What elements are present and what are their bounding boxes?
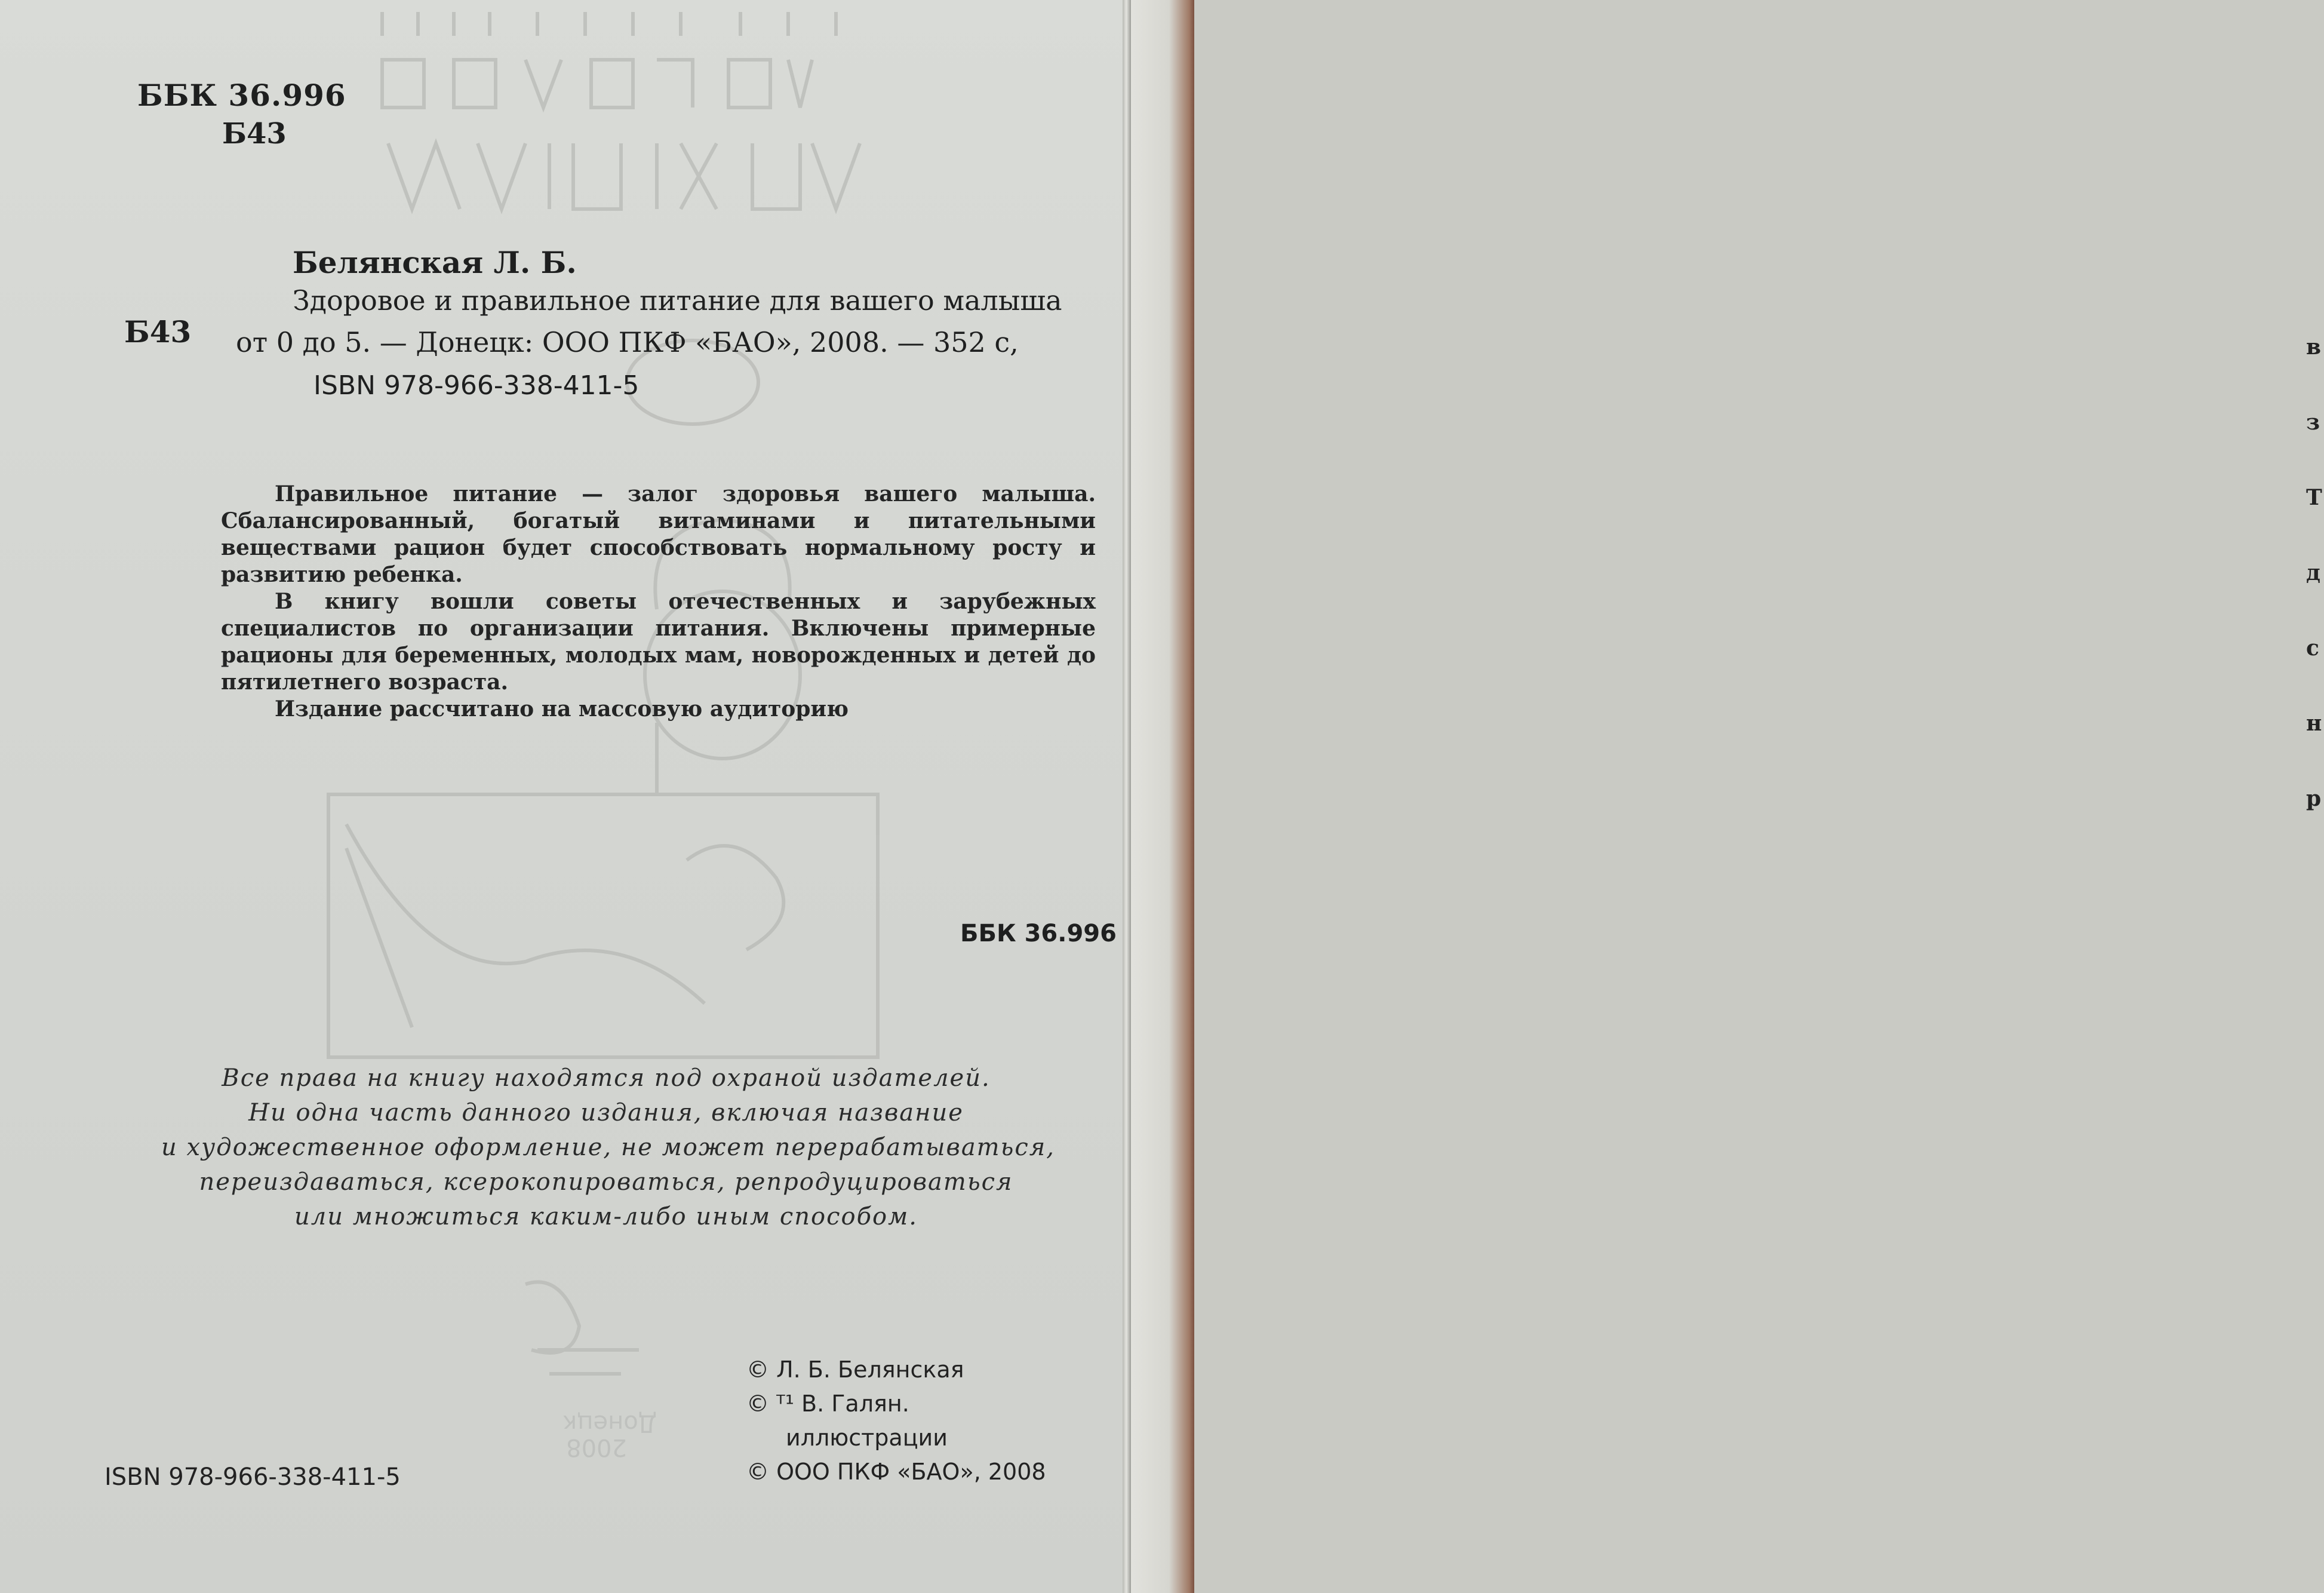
annotation-paragraph: Правильное питание — залог здоровья вашего малыша. Сбалансированный, богатый витаминами и питательными веществами рацион будет способствовать нормальному росту и развитию ребенка. <box>221 481 1096 587</box>
bbk-code-right: ББК 36.996 <box>960 920 1117 947</box>
annotation-paragraph: В книгу вошли советы отечественных и зарубежных специалистов по организации питания. Включены примерные рационы для беременных, молодых мам, новорожденных и детей до пятилетнего возраста. <box>221 589 1096 695</box>
rights-notice-line: переиздаваться, ксерокопироваться, репродуцироваться <box>199 1168 1013 1196</box>
rights-notice-line: и художественное оформление, не может перерабатываться, <box>161 1134 1055 1161</box>
author-sign-left: Б43 <box>124 314 192 349</box>
rights-notice-line: Все права на книгу находятся под охраной издателей. <box>222 1064 991 1092</box>
adjacent-page-text-fragments: в з Т д с н р <box>2306 334 2322 811</box>
rights-notice-line: или множиться каким-либо иным способом. <box>294 1203 918 1230</box>
catalog-isbn: ISBN 978-966-338-411-5 <box>313 370 640 401</box>
page-edge <box>1123 0 1131 1593</box>
rights-notice <box>161 1061 1055 1234</box>
copyright-illustrator: © ᵀ¹ В. Галян. <box>746 1391 909 1417</box>
author-sign-header: Б43 <box>222 117 287 151</box>
copyright-illustrations-label: иллюстрации <box>786 1425 948 1451</box>
svg-text:2008: 2008 <box>566 1434 627 1461</box>
rights-notice-line: Ни одна часть данного издания, включая название <box>248 1099 964 1127</box>
book-page <box>0 0 1126 1593</box>
catalog-imprint-line: от 0 до 5. — Донецк: ООО ПКФ «БАО», 2008. — 352 с, <box>236 326 1019 358</box>
annotation-paragraph: Издание рассчитано на массовую аудиторию <box>275 696 849 722</box>
svg-text:Донецк: Донецк <box>562 1410 657 1437</box>
catalog-title-line: Здоровое и правильное питание для вашего малыша <box>293 284 1062 317</box>
copyright-publisher: © ООО ПКФ «БАО», 2008 <box>746 1459 1046 1485</box>
catalog-author: Белянская Л. Б. <box>293 245 577 280</box>
bbk-code-header: ББК 36.996 <box>137 78 346 113</box>
copyright-block <box>746 1353 1046 1489</box>
isbn-bottom: ISBN 978-966-338-411-5 <box>104 1463 401 1491</box>
annotation <box>221 481 1096 723</box>
adjacent-page <box>1131 0 2322 1593</box>
copyright-author: © Л. Б. Белянская <box>746 1356 964 1383</box>
